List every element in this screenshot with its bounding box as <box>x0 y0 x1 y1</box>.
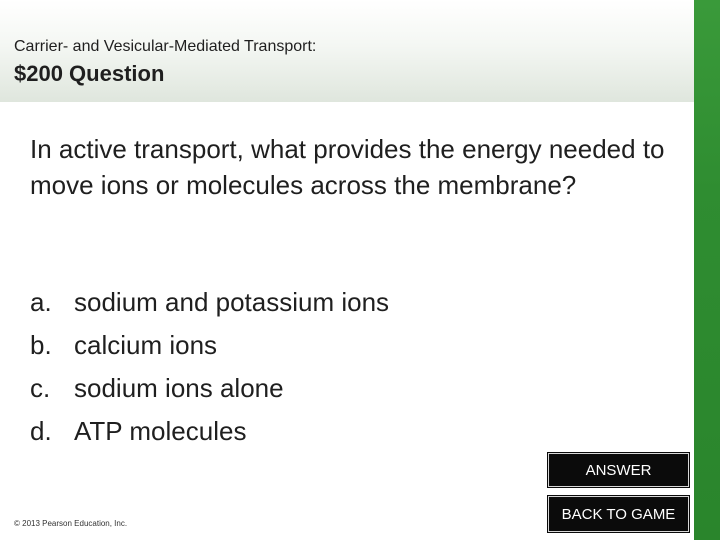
back-to-game-button[interactable]: BACK TO GAME <box>548 496 689 532</box>
choice-text: sodium and potassium ions <box>74 287 390 317</box>
choice-item-b <box>30 324 389 367</box>
choice-text: calcium ions <box>74 330 218 360</box>
choice-list <box>30 281 389 453</box>
header-band <box>0 0 694 102</box>
choice-text: ATP molecules <box>74 416 247 446</box>
choice-letter: a. <box>30 287 52 317</box>
choice-item-c <box>30 367 389 410</box>
choice-letter: d. <box>30 416 52 446</box>
copyright-notice: © 2013 Pearson Education, Inc. <box>14 519 128 528</box>
answer-button[interactable]: ANSWER <box>548 453 689 487</box>
question-text: In active transport, what provides the energy needed to move ions or molecules across the membrane? <box>30 134 665 200</box>
category-title: Carrier- and Vesicular-Mediated Transport: <box>14 38 317 55</box>
choice-letter: b. <box>30 330 52 360</box>
choice-text: sodium ions alone <box>74 373 284 403</box>
question-value-title: $200 Question <box>14 61 165 86</box>
choice-item-d <box>30 410 389 453</box>
choice-item-a <box>30 281 389 324</box>
choice-letter: c. <box>30 373 51 403</box>
